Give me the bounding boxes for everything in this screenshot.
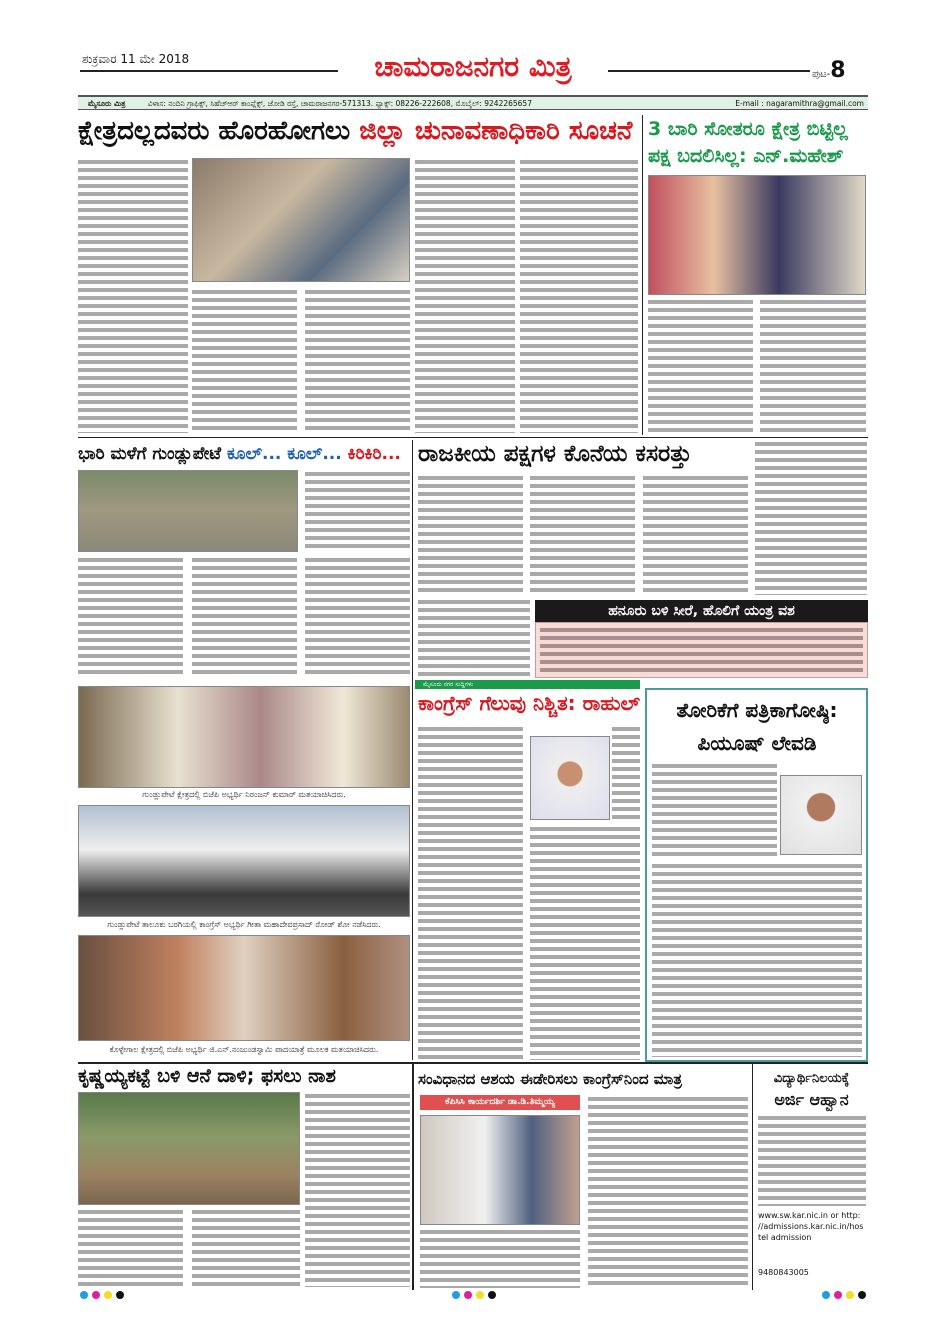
rain-body-col4 <box>305 556 410 678</box>
registration-dot-magenta <box>92 1291 100 1299</box>
parties-body-col1 <box>418 474 523 594</box>
constitution-photo <box>420 1115 580 1225</box>
column-divider <box>642 115 643 435</box>
mahesh-photo <box>648 175 866 295</box>
registration-dot-yellow <box>476 1291 484 1299</box>
elephant-body-col1 <box>305 1092 410 1287</box>
registration-dot-black <box>858 1291 866 1299</box>
registration-dot-magenta <box>464 1291 472 1299</box>
column-divider <box>412 440 413 1060</box>
hostel-phone: 9480843005 <box>758 1268 809 1277</box>
email: E-mail : nagaramithra@gmail.com <box>735 99 864 108</box>
lead-headline-black: ಕ್ಷೇತ್ರದಲ್ಲದವರು ಹೊರಹೋಗಲು <box>78 116 351 146</box>
registration-dot-yellow <box>104 1291 112 1299</box>
rain-body-col3 <box>192 556 297 678</box>
lead-headline-red: ಜಿಲ್ಲಾ ಚುನಾವಣಾಧಿಕಾರಿ ಸೂಚನೆ <box>359 116 633 146</box>
mahesh-headline-1: 3 ಬಾರಿ ಸೋತರೂ ಕ್ಷೇತ್ರ ಬಿಟ್ಟಿಲ್ಲ <box>648 118 848 140</box>
masthead: ಚಾಮರಾಜನಗರ ಮಿತ್ರ <box>374 50 572 83</box>
page-number <box>812 58 846 83</box>
rain-photo <box>78 470 298 552</box>
row-divider <box>78 1062 868 1064</box>
parties-body-col5 <box>418 598 530 678</box>
piyush-headline-2: ಪಿಯೂಷ್ ಲೇವಡಿ <box>697 731 817 755</box>
parties-body-col3 <box>643 474 748 594</box>
parties-body-col4 <box>755 440 867 595</box>
hanur-text <box>540 626 863 674</box>
registration-dot-magenta <box>834 1291 842 1299</box>
info-bar <box>78 95 868 110</box>
photo-geetha <box>78 805 410 917</box>
registration-dot-cyan <box>80 1291 88 1299</box>
parties-body-col2 <box>530 474 635 594</box>
registration-dot-black <box>116 1291 124 1299</box>
page-label: ಪುಟ- <box>812 69 831 80</box>
caption-1: ಗುಂಡ್ಲುಪೇಟೆ ಕ್ಷೇತ್ರದಲ್ಲಿ ಬಿಜೆಪಿ ಅಭ್ಯರ್ಥಿ ನಿರಂಜನ್ ಕುಮಾರ್ ಮತಯಾಚಿಸಿದರು. <box>142 790 346 799</box>
hanur-headline: ಹನೂರು ಬಳಿ ಸೀರೆ, ಹೊಲಿಗೆ ಯಂತ್ರ ವಶ <box>535 600 868 622</box>
rahul-body-col3 <box>530 825 640 1060</box>
section-bar: ಮೈಸೂರು ನಗರ ಸುದ್ದಿಗಳು <box>415 680 640 689</box>
lead-headline <box>78 118 632 144</box>
lead-photo <box>192 158 410 282</box>
lead-body-col3 <box>305 288 410 433</box>
piyush-photo <box>780 775 862 855</box>
registration-dot-cyan <box>822 1291 830 1299</box>
mahesh-body-col2 <box>760 298 866 433</box>
column-divider <box>752 1064 753 1290</box>
constitution-body-col1 <box>420 1228 580 1288</box>
photo-niranjan <box>78 686 410 788</box>
hostel-headline-1: ವಿದ್ಯಾರ್ಥಿನಿಲಯಕ್ಕೆ <box>773 1071 850 1086</box>
mahesh-body-col1 <box>648 298 753 433</box>
lead-body-col1 <box>78 158 188 433</box>
elephant-body-col3 <box>192 1208 300 1288</box>
rahul-body-col1 <box>418 725 523 1060</box>
rain-headline-red: ಕಿರಿಕಿರಿ... <box>347 444 401 464</box>
caption-3: ಕೊಳ್ಳೇಗಾಲ ಕ್ಷೇತ್ರದಲ್ಲಿ ಬಿಜೆಪಿ ಅಭ್ಯರ್ಥಿ ಜಿ.ಎನ್.ನಂಜುಂಡಸ್ವಾಮಿ ಪಾದಯಾತ್ರೆ ಮೂಲಕ ಮತಯಾಚಿಸಿದರು. <box>109 1045 379 1054</box>
mahesh-headline-2: ಪಕ್ಷ ಬದಲಿಸಿಲ್ಲ: ಎನ್.ಮಹೇಶ್ <box>648 145 844 167</box>
page-number-value: 8 <box>830 58 846 83</box>
piyush-body-col1 <box>652 762 777 857</box>
column-divider <box>412 1064 414 1290</box>
header-rule-right <box>608 70 810 72</box>
photo-nanjundaswamy <box>78 935 410 1041</box>
piyush-body-col2 <box>652 862 862 1057</box>
caption-2: ಗುಂಡ್ಲುಪೇಟೆ ತಾಲೂಕು ಬರಗಿಯಲ್ಲಿ ಕಾಂಗ್ರೆಸ್ ಅಭ್ಯರ್ಥಿ ಗೀತಾ ಮಹಾದೇವಪ್ರಸಾದ್ ರೋಡ್ ಶೋ ನಡೆಸಿದರು. <box>107 920 381 929</box>
rain-headline-black: ಭಾರಿ ಮಳೆಗೆ ಗುಂಡ್ಲುಪೇಟೆ <box>78 444 222 464</box>
hostel-body <box>758 1114 866 1206</box>
hostel-link: www.sw.kar.nic.in or http: //admissions.kar.nic.in/hostel admission <box>758 1211 864 1242</box>
registration-dot-black <box>488 1291 496 1299</box>
address: ವಿಳಾಸ: ನಂದಿನಿ ಗ್ರಾಫಿಕ್ಸ್, ಸಿಹೆಚ್‌ಆರ್ ಕಾಂಪ್ಲೆಕ್ಸ್, ಜೋಡಿ ರಸ್ತೆ, ಚಾಮರಾಜನಗರ-571313. ಫ್ಯಾಕ್ಸ್: 08226-222608, ಮೊಬೈಲ್: 9242265657 <box>147 99 532 108</box>
rahul-body-col2 <box>612 725 640 820</box>
edition-name: ಮೈಸೂರು ಮಿತ್ರ <box>88 99 126 108</box>
hanur-body <box>535 622 868 678</box>
piyush-headline-1: ತೋರಿಕೆಗೆ ಪತ್ರಿಕಾಗೋಷ್ಠಿ: <box>676 698 838 722</box>
registration-dot-cyan <box>452 1291 460 1299</box>
parties-headline: ರಾಜಕೀಯ ಪಕ್ಷಗಳ ಕೊನೆಯ ಕಸರತ್ತು <box>418 441 692 467</box>
constitution-subhead: ಕೆಪಿಸಿಸಿ ಕಾರ್ಯದರ್ಶಿ ಡಾ.ಡಿ.ತಿಮ್ಮಯ್ಯ <box>420 1095 580 1110</box>
row-divider <box>78 437 868 438</box>
elephant-headline: ಕೃಷ್ಣಯ್ಯಕಟ್ಟೆ ಬಳಿ ಆನೆ ದಾಳಿ; ಫಸಲು ನಾಶ <box>78 1065 336 1087</box>
elephant-photo <box>78 1092 300 1205</box>
hostel-headline-2: ಅರ್ಜಿ ಆಹ್ವಾನ <box>774 1090 849 1109</box>
header-rule-left <box>80 70 338 72</box>
date: ಶುಕ್ರವಾರ 11 ಮೇ 2018 <box>82 52 190 66</box>
rain-body-col1 <box>305 470 410 552</box>
constitution-headline: ಸಂವಿಧಾನದ ಆಶಯ ಈಡೇರಿಸಲು ಕಾಂಗ್ರೆಸ್‌ನಿಂದ ಮಾತ್ರ <box>418 1070 682 1088</box>
rain-body-col2 <box>78 556 183 678</box>
lead-body-col2 <box>192 288 297 433</box>
rain-headline-blue: ಕೂಲ್... ಕೂಲ್... <box>226 444 342 464</box>
constitution-body-col2 <box>588 1095 748 1288</box>
lead-body-col4 <box>415 158 515 433</box>
rain-headline <box>78 446 401 463</box>
registration-dot-yellow <box>846 1291 854 1299</box>
elephant-body-col2 <box>78 1208 183 1288</box>
rahul-headline: ಕಾಂಗ್ರೆಸ್ ಗೆಲುವು ನಿಶ್ಚಿತ: ರಾಹುಲ್ <box>418 691 640 715</box>
rahul-photo <box>530 736 610 820</box>
lead-body-col5 <box>520 158 638 433</box>
